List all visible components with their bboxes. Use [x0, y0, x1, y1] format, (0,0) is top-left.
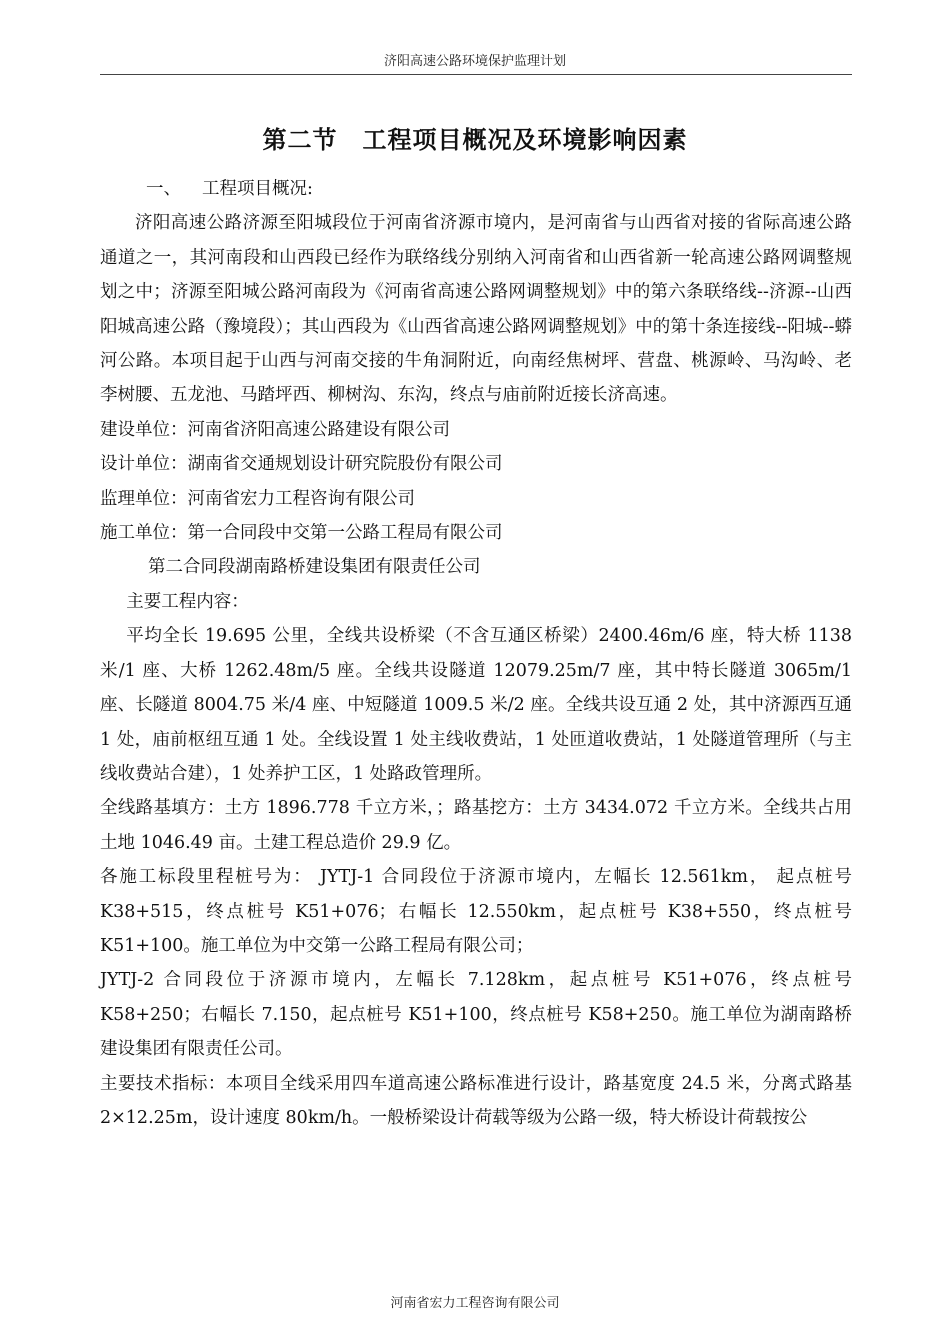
main-works-paragraph: 平均全长 19.695 公里，全线共设桥梁（不含互通区桥梁）2400.46m/6 座，特大桥 1138 米/1 座、大桥 1262.48m/5 座。全线共设隧道 12079.25m/7 座，其中特长隧道 3065m/1 座、长隧道 8004.75 米/4 座、中短隧道 1009.5 米/2 座。全线共设互通 2 处，其中济源西互通 1 处，庙前枢纽互通 1 处。全线设置 1 处主线收费站，1 处匝道收费站，1 处隧道管理所（与主线收费站合建），1 处养护工区，1 处路政管理所。	[100, 626, 852, 784]
page-header: 济阳高速公路环境保护监理计划	[383, 54, 566, 69]
subsection-heading	[100, 172, 852, 206]
earthworks-paragraph: 全线路基填方：土方 1896.778 千立方米，；路基挖方：土方 3434.072 千立方米。全线共占用土地 1046.49 亩。土建工程总造价 29.9 亿。	[100, 798, 852, 853]
contractor-line-2: 第二合同段湖南路桥建设集团有限责任公司	[148, 557, 481, 578]
section-1-paragraph: 各施工标段里程桩号为： JYTJ-1 合同段位于济源市境内，左幅长 12.561km， 起点桩号 K38+515，终点桩号 K51+076；右幅长 12.550km，起点桩号 K38+550，终点桩号 K51+100。施工单位为中交第一公路工程局有限公司；	[100, 867, 852, 956]
tech-indicators-paragraph: 主要技术指标：本项目全线采用四车道高速公路标准进行设计，路基宽度 24.5 米，分离式路基 2×12.25m，设计速度 80km/h。一般桥梁设计荷载等级为公路一级，特大桥设计荷载按公	[100, 1073, 852, 1128]
overview-paragraph: 济阳高速公路济源至阳城段位于河南省济源市境内，是河南省与山西省对接的省际高速公路通道之一，其河南段和山西段已经作为联络线分别纳入河南省和山西省新一轮高速公路网调整规划之中；济源至阳城公路河南段为《河南省高速公路网调整规划》中的第六条联络线--济源--山西阳城高速公路（豫境段）；其山西段为《山西省高速公路网调整规划》中的第十条连接线--阳城--蟒河公路。本项目起于山西与河南交接的牛角洞附近，向南经焦树坪、营盘、桃源岭、马沟岭、老李树腰、五龙池、马踏坪西、柳树沟、东沟，终点与庙前附近接长济高速。	[100, 213, 852, 406]
section-title: 第二节 工程项目概况及环境影响因素	[262, 125, 688, 154]
contractor-line-1: 施工单位：第一合同段中交第一公路工程局有限公司	[100, 523, 503, 544]
document-body	[100, 172, 852, 1135]
section-2-paragraph: JYTJ-2 合同段位于济源市境内，左幅长 7.128km，起点桩号 K51+076，终点桩号 K58+250；右幅长 7.150，起点桩号 K51+100，终点桩号 K58+250。施工单位为湖南路桥建设集团有限责任公司。	[100, 970, 852, 1060]
supervision-unit: 监理单位：河南省宏力工程咨询有限公司	[100, 488, 415, 509]
header-divider	[100, 74, 852, 75]
construction-unit: 建设单位：河南省济阳高速公路建设有限公司	[100, 419, 450, 440]
heading-text: 工程项目概况:	[202, 179, 313, 199]
page-footer: 河南省宏力工程咨询有限公司	[390, 1296, 560, 1311]
main-works-title: 主要工程内容：	[126, 591, 249, 612]
design-unit: 设计单位：湖南省交通规划设计研究院股份有限公司	[100, 454, 503, 475]
heading-number: 一、	[146, 179, 181, 199]
